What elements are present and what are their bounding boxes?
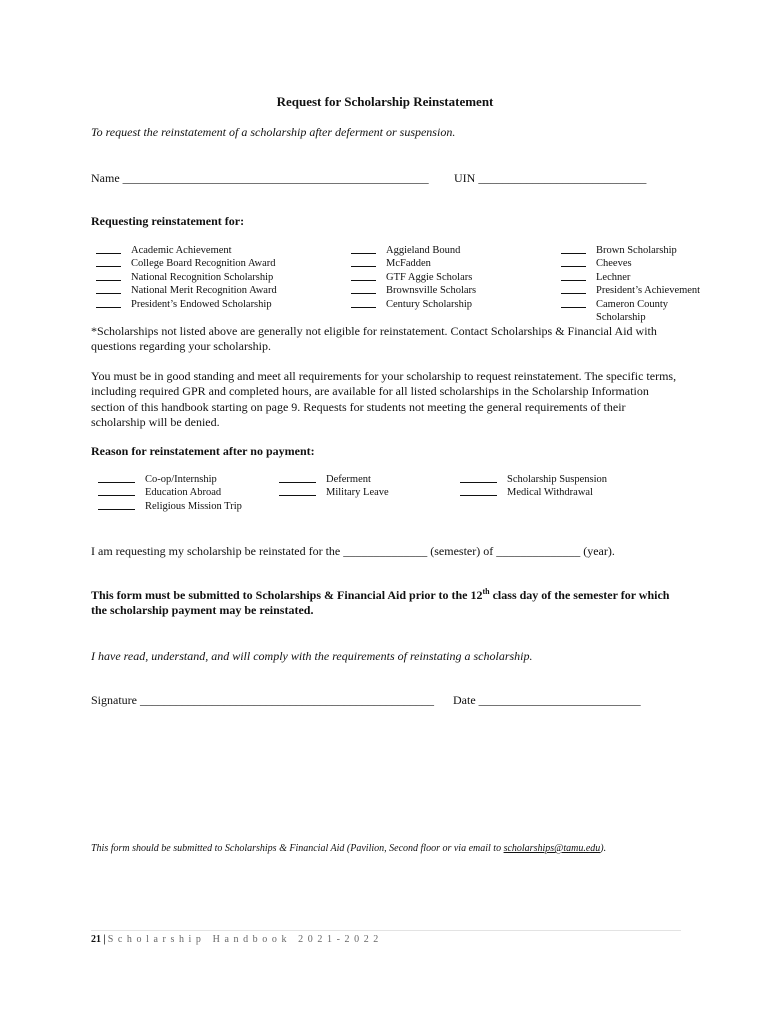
scholarship-option: GTF Aggie Scholars: [386, 271, 473, 283]
scholarship-option: President’s Endowed Scholarship: [131, 298, 272, 310]
footer-separator: |: [103, 934, 106, 945]
scholarship-option: National Merit Recognition Award: [131, 285, 277, 297]
deadline-text-continued: class day of the semester for which the scholarship payment may be reinstated.: [91, 588, 670, 618]
semester-request-line[interactable]: I am requesting my scholarship be reinstated for the ______________ (semester) of ______________ (year).: [91, 544, 615, 558]
blank-line[interactable]: [96, 284, 121, 294]
checkbox-line[interactable]: [351, 271, 476, 284]
blank-line[interactable]: [96, 244, 121, 254]
name-field[interactable]: Name ___________________________________________________: [91, 171, 429, 185]
checkbox-line[interactable]: [96, 298, 277, 311]
checkbox-line[interactable]: [561, 257, 700, 270]
scholarship-option: Academic Achievement: [131, 245, 232, 256]
checkbox-line[interactable]: [351, 257, 476, 270]
scholarship-option: Century Scholarship: [386, 298, 473, 310]
scholarship-option: McFadden: [386, 258, 431, 270]
reason-option: Military Leave: [326, 487, 389, 499]
requirements-paragraph: You must be in good standing and meet all requirements for your scholarship to request reinstatement. The specific terms, including required GPR and completed hours, are available for all listed scholarships in the Scholarship Information section of this handbook starting on page 9. Requests for students not meeting the general requirements of their scholarship will be denied.: [91, 369, 677, 430]
scholarship-option: College Board Recognition Award: [131, 258, 276, 270]
blank-line[interactable]: [98, 486, 135, 496]
blank-line[interactable]: [351, 257, 376, 267]
date-field[interactable]: Date ___________________________: [453, 693, 641, 707]
reason-option: Medical Withdrawal: [507, 487, 593, 499]
blank-line[interactable]: [279, 473, 316, 483]
eligibility-note: *Scholarships not listed above are generally not eligible for reinstatement. Contact Scholarships & Financial Aid with questions regarding your scholarship.: [91, 324, 657, 354]
deadline-notice: [91, 588, 681, 619]
requesting-heading: Requesting reinstatement for:: [91, 214, 245, 228]
scholarship-option: National Recognition Scholarship: [131, 271, 274, 283]
footnote-text: This form should be submitted to Scholarships & Financial Aid (Pavilion, Second floor or via email to: [91, 843, 504, 854]
page-number: 21: [91, 934, 101, 945]
page-title: Request for Scholarship Reinstatement: [276, 94, 494, 109]
reason-option: Education Abroad: [145, 487, 222, 499]
scholarship-option: Cameron County: [596, 298, 669, 310]
blank-line[interactable]: [351, 298, 376, 308]
checkbox-line[interactable]: [98, 500, 242, 513]
blank-line[interactable]: [351, 244, 376, 254]
agreement-statement: I have read, understand, and will comply with the requirements of reinstating a scholarship.: [91, 649, 533, 663]
scholarship-option: Aggieland Bound: [386, 245, 461, 256]
submission-footnote: [91, 843, 606, 854]
blank-line[interactable]: [561, 284, 586, 294]
checkbox-line[interactable]: [351, 284, 476, 297]
handbook-title: Scholarship Handbook 2021-2022: [107, 934, 383, 945]
checkbox-line[interactable]: [279, 473, 389, 486]
blank-line[interactable]: [460, 486, 497, 496]
reason-option: Co-op/Internship: [145, 474, 217, 485]
page-footer: [91, 934, 383, 945]
checkbox-line[interactable]: [460, 473, 607, 486]
reason-option: Religious Mission Trip: [145, 500, 242, 512]
blank-line[interactable]: [98, 473, 135, 483]
scholarship-column-1: [96, 244, 277, 311]
blank-line[interactable]: [561, 298, 586, 308]
ordinal-suffix: th: [482, 587, 490, 596]
checkbox-line[interactable]: [460, 486, 607, 499]
form-subtitle: To request the reinstatement of a scholarship after deferment or suspension.: [91, 125, 456, 139]
scholarship-option: Cheeves: [596, 258, 632, 270]
reason-option: Deferment: [326, 474, 371, 485]
checkbox-line[interactable]: [279, 486, 389, 499]
checkbox-line[interactable]: [351, 298, 476, 311]
checkbox-line[interactable]: [98, 473, 242, 486]
scholarship-column-2: [351, 244, 476, 311]
uin-field[interactable]: UIN ____________________________: [454, 171, 647, 185]
reason-column-3: [460, 473, 607, 500]
checkbox-line[interactable]: [98, 486, 242, 499]
reason-column-1: [98, 473, 242, 513]
checkbox-line[interactable]: [561, 298, 700, 311]
blank-line[interactable]: [351, 284, 376, 294]
blank-line[interactable]: [98, 500, 135, 510]
scholarship-option: Lechner: [596, 271, 631, 283]
scholarship-option-wrap: [561, 311, 700, 324]
reason-heading: Reason for reinstatement after no payment:: [91, 444, 315, 458]
blank-line[interactable]: [561, 244, 586, 254]
scholarship-column-3: [561, 244, 700, 324]
blank-line[interactable]: [561, 271, 586, 281]
blank-line[interactable]: [279, 486, 316, 496]
blank-line[interactable]: [96, 257, 121, 267]
reason-column-2: [279, 473, 389, 500]
checkbox-line[interactable]: [96, 284, 277, 297]
deadline-text: This form must be submitted to Scholarships & Financial Aid prior to the 12: [91, 588, 483, 602]
email-link[interactable]: scholarships@tamu.edu: [503, 843, 601, 854]
blank-line[interactable]: [96, 298, 121, 308]
checkbox-line[interactable]: [96, 271, 277, 284]
footer-divider: [91, 930, 681, 931]
reason-option: Scholarship Suspension: [507, 474, 608, 485]
signature-field[interactable]: Signature _________________________________________________: [91, 693, 434, 707]
checkbox-line[interactable]: [561, 271, 700, 284]
blank-line[interactable]: [460, 473, 497, 483]
scholarship-option: President’s Achievement: [596, 285, 701, 297]
checkbox-line[interactable]: [96, 257, 277, 270]
blank-line[interactable]: [351, 271, 376, 281]
checkbox-line[interactable]: [351, 244, 476, 257]
checkbox-line[interactable]: [96, 244, 277, 257]
checkbox-line[interactable]: [561, 284, 700, 297]
blank-line[interactable]: [561, 257, 586, 267]
blank-line[interactable]: [96, 271, 121, 281]
footnote-end: ).: [600, 843, 607, 854]
scholarship-option-continued: Scholarship: [596, 312, 646, 324]
scholarship-option: Brownsville Scholars: [386, 285, 477, 297]
checkbox-line[interactable]: [561, 244, 700, 257]
scholarship-option: Brown Scholarship: [596, 245, 677, 256]
